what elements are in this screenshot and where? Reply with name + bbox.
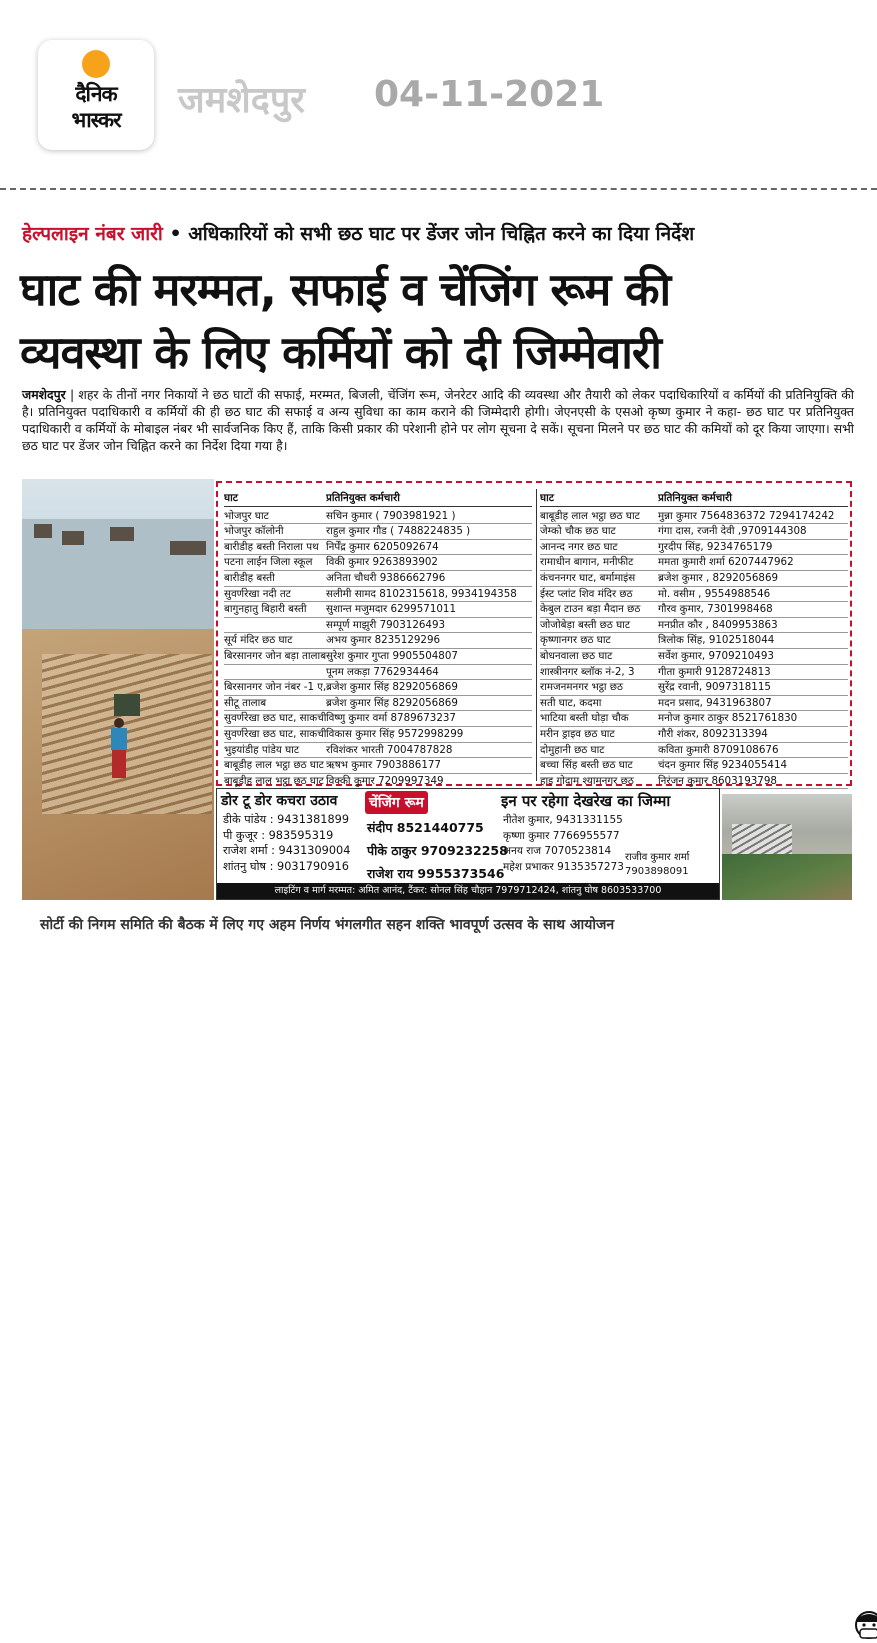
staff-cell: विकास कुमार सिंह 9572998299	[326, 727, 464, 740]
grass-bank	[722, 854, 852, 900]
staff-cell: गौरी शंकर, 8092313394	[658, 727, 768, 740]
staff-cell: कविता कुमारी 8709108676	[658, 743, 779, 756]
ghat-cell: सती घाट, कदमा	[540, 696, 602, 709]
table-row	[224, 509, 532, 525]
table-row	[224, 587, 532, 603]
ghat-cell: मरीन ड्राइव छठ घाट	[540, 727, 615, 740]
table-row	[224, 758, 532, 774]
sun-icon	[82, 50, 110, 78]
figure-head	[114, 718, 124, 728]
staff-cell: गंगा दास, रजनी देवी ,9709144308	[658, 525, 807, 538]
staff-cell: गौरव कुमार, 7301998468	[658, 603, 773, 616]
list-item: राजेश शर्मा : 9431309004	[223, 844, 351, 857]
kicker-label: हेल्पलाइन नंबर जारी	[22, 223, 163, 245]
staff-cell: गुरदीप सिंह, 9234765179	[658, 540, 773, 553]
ghat-cell: आनन्द नगर छठ घाट	[540, 540, 618, 553]
staff-cell: सचिन कुमार ( 7903981921 )	[326, 509, 456, 522]
ghat-cell: भोजपुर कॉलोनी	[224, 525, 284, 538]
staff-cell: मो. वसीम , 9554988546	[658, 587, 771, 600]
ghat-cell: शास्त्रीनगर ब्लॉक नं-2, 3	[540, 665, 635, 678]
info-boxes	[216, 788, 720, 900]
kicker	[22, 220, 694, 246]
duty-table-right	[540, 491, 848, 789]
basket-shape	[114, 694, 140, 716]
ghat-cell: रामाधीन बागान, मनीफीट	[540, 556, 634, 569]
ghat-photo	[22, 479, 214, 900]
staff-cell: मनोज कुमार ठाकुर 8521761830	[658, 712, 798, 725]
care-title: इन पर रहेगा देखरेख का जिम्मा	[501, 792, 671, 810]
table-header	[224, 491, 532, 507]
list-item: अनय राज 7070523814	[503, 845, 612, 857]
ghat-photo-small	[722, 794, 852, 900]
staff-cell: विकी कुमार 9263893902	[326, 556, 438, 569]
door-list	[217, 812, 359, 874]
newspaper-logo	[38, 40, 154, 150]
ghat-cell	[224, 665, 326, 680]
ghat-cell: बागुनहातु बिहारी बस्ती	[224, 603, 307, 616]
ghat-cell: भोजपुर घाट	[224, 509, 269, 522]
header-ghat: घाट	[224, 492, 238, 504]
table-row	[224, 649, 532, 665]
ghat-cell: जेम्को चौक छठ घाट	[540, 525, 616, 538]
ghat-cell: भाटिया बस्ती घोड़ा चौक	[540, 712, 629, 725]
dateline: जमशेदपुर	[22, 387, 66, 402]
column-divider	[536, 489, 537, 781]
ghat-cell: कृष्णानगर छठ घाट	[540, 634, 611, 647]
table-row	[540, 774, 848, 790]
ghat-cell: सुवर्णरेखा छठ घाट, साकची	[224, 712, 326, 725]
list-item: कृष्णा कुमार 7766955577	[503, 829, 620, 842]
care-extra-name: राजीव कुमार शर्मा	[625, 852, 690, 863]
duty-table-left	[224, 491, 532, 789]
ghat-cell: जोजोबेड़ा बस्ती छठ घाट	[540, 618, 631, 631]
header-ghat: घाट	[540, 492, 554, 504]
table-row	[540, 696, 848, 712]
staff-cell: विष्णु कुमार वर्मा 8789673237	[326, 712, 456, 725]
table-row	[224, 571, 532, 587]
staff-cell: चंदन कुमार सिंह 9234055414	[658, 759, 788, 772]
staff-cell: रविशंकर भारती 7004787828	[326, 743, 453, 756]
kicker-bullet: •	[169, 223, 189, 245]
staff-cell: ऋषभ कुमार 7903886177	[326, 759, 441, 772]
staff-cell: सर्वेश कुमार, 9709210493	[658, 649, 774, 662]
staff-cell: अनिता चौधरी 9386662796	[326, 571, 446, 584]
ghat-cell: सुवर्णरेखा छठ घाट, साकची	[224, 727, 326, 740]
door-to-door-box	[217, 789, 359, 885]
kicker-text: अधिकारियों को सभी छठ घाट पर डेंजर जोन चिह्नित करने का दिया निर्देश	[188, 223, 695, 245]
list-item: संदीप 8521440775	[367, 820, 484, 835]
list-item: डीके पांडेय : 9431381899	[223, 813, 350, 826]
staff-cell: ब्रजेश कुमार , 8292056869	[658, 571, 779, 584]
boat-shape	[170, 541, 206, 555]
staff-cell: सम्पूर्ण माझुरी 7903126493	[326, 618, 446, 631]
list-item: शांतनु घोष : 9031790916	[223, 859, 349, 873]
table-row	[540, 618, 848, 634]
table-row	[540, 555, 848, 571]
masthead	[0, 0, 877, 190]
figure-skirt	[112, 750, 126, 778]
staff-cell: अभय कुमार 8235129296	[326, 634, 441, 647]
ghat-cell: भुइयांडीह पांडेय घाट	[224, 743, 300, 756]
ghat-cell: पटना लाईन जिला स्कूल	[224, 556, 313, 569]
table-row	[224, 743, 532, 759]
staff-cell: विक्की कुमार 7209997349	[326, 774, 444, 787]
ghat-cell: बिरसानगर जोन बड़ा तालाब	[224, 649, 326, 662]
headline-line2: व्यवस्था के लिए कर्मियों को दी जिम्मेवारी	[20, 326, 661, 379]
table-row	[224, 774, 532, 790]
table-row	[540, 649, 848, 665]
ghat-cell: बाबूडीह लाल भट्ठा छठ घाट	[224, 759, 324, 772]
ghat-cell: दोमुहानी छठ घाट	[540, 743, 605, 756]
changing-room-box	[361, 789, 508, 885]
ghat-cell: बारीडीह बस्ती	[224, 571, 275, 584]
list-item: पी कुजूर : 983595319	[223, 828, 334, 842]
ghat-cell: बच्चा सिंह बस्ती छठ घाट	[540, 759, 633, 772]
footer-strip: लाइटिंग व मार्ग मरम्मत: अमित आनंद, टैंकर: सोनल सिंह चौहान 7979712424, शांतनु घोष 8603533700	[217, 883, 719, 899]
table-row	[540, 587, 848, 603]
supervision-box	[497, 789, 719, 885]
ghat-cell: बोधनवाला छठ घाट	[540, 649, 613, 662]
logo-line2: भास्कर	[71, 108, 121, 132]
table-row	[224, 727, 532, 743]
staff-cell: निर्पेंद्र कुमार 6205092674	[326, 540, 439, 553]
list-item: नीतेश कुमार, 9431331155	[503, 814, 623, 826]
table-row	[540, 743, 848, 759]
cutoff-text: सोर्टी की निगम समिति की बैठक में लिए गए अहम निर्णय भंगलगीत सहन शक्ति भावपूर्ण उत्सव के साथ आयोजन	[40, 917, 615, 933]
boat-shape	[34, 524, 52, 538]
door-title: डोर टू डोर कचरा उठाव	[221, 793, 338, 809]
list-item: राजेश राय 9955373546	[367, 866, 505, 881]
boat-shape	[62, 531, 84, 545]
care-extra	[625, 851, 689, 879]
mask-face-icon	[849, 1609, 877, 1643]
staff-cell: सुरेश कुमार गुप्ता 9905504807	[326, 649, 458, 662]
ghat-cell: हाइ गोदाम श्यामनगर छठ	[540, 774, 634, 787]
table-row	[540, 571, 848, 587]
table-row	[540, 540, 848, 556]
changing-list	[361, 816, 508, 885]
staff-cell: त्रिलोक सिंह, 9102518044	[658, 634, 775, 647]
table-row	[540, 680, 848, 696]
ghat-cell: ईस्ट प्लांट शिव मंदिर छठ	[540, 587, 633, 600]
table-row	[540, 711, 848, 727]
ghat-cell: बारीडीह बस्ती निराला पथ	[224, 540, 319, 553]
figure-shirt	[111, 728, 127, 750]
article-body: जमशेदपुर | शहर के तीनों नगर निकायों ने छठ घाटों की सफाई, मरम्मत, बिजली, चेंजिंग रूम, जेनरेटर आदि की व्यवस्था और तैयारी को लेकर पदाधिकारियों व कर्मियों की प्रतिनियुक्ति की है। प्रतिनियुक्त पदाधिकारी व कर्मियों की ही छठ घाट की सफाई व अन्य सुविधा का काम कराने की जिम्मेदारी होगी। जेएनएसी के एसओ कृष्ण कुमार ने कहा- छठ घाट पर प्रतिनियुक्त पदाधिकारी व कर्मियों के मोबाइल नंबर भी सार्वजनिक किए हैं, ताकि किसी प्रकार की परेशानी होने पर लोग सूचना दे सकें। सूचना मिलने पर छठ घाट की कमियों को दूर किया जाएगा। सभी छठ घाट पर डेंजर जोन चिह्नित करने का निर्देश दिया गया है।	[22, 387, 854, 453]
ghat-cell: सूर्य मंदिर छठ घाट	[224, 634, 293, 647]
table-row	[224, 633, 532, 649]
boat-shape	[110, 527, 134, 541]
edition-date: 04-11-2021	[374, 74, 605, 115]
table-row	[224, 665, 532, 681]
staff-cell: राहुल कुमार गौड ( 7488224835 )	[326, 525, 471, 538]
ghat-cell: कंचननगर घाट, बर्मामाइंस	[540, 571, 636, 584]
table-row	[224, 540, 532, 556]
table-row	[224, 696, 532, 712]
headline-line1: घाट की मरम्मत, सफाई व चेंजिंग रूम की	[20, 263, 671, 316]
ghat-steps	[732, 824, 792, 854]
staff-cell: मुन्ना कुमार 7564836372 7294174242	[658, 509, 835, 522]
staff-cell: ममता कुमारी शर्मा 6207447962	[658, 556, 794, 569]
table-row	[540, 602, 848, 618]
staff-cell: मदन प्रसाद, 9431963807	[658, 696, 772, 709]
table-row	[540, 633, 848, 649]
staff-cell: गीता कुमारी 9128724813	[658, 665, 771, 678]
table-row	[224, 555, 532, 571]
table-row	[540, 665, 848, 681]
table-row	[224, 524, 532, 540]
ghat-cell: सीटू तालाब	[224, 696, 267, 709]
table-row	[224, 711, 532, 727]
ghat-cell: बाबूडीह लाल भट्ठा छठ घाट	[540, 509, 640, 522]
table-row	[540, 727, 848, 743]
staff-cell: सुरेंद्र रवानी, 9097318115	[658, 681, 771, 694]
logo-line1: दैनिक	[75, 82, 117, 106]
edition-city: जमशेदपुर	[178, 80, 306, 121]
headline	[20, 258, 860, 384]
table-row	[540, 524, 848, 540]
staff-cell: ब्रजेश कुमार सिंह 8292056869	[326, 696, 458, 709]
table-row	[540, 509, 848, 525]
staff-cell: सुशान्त मजुमदार 6299571011	[326, 603, 457, 616]
care-extra-phone: 7903898091	[625, 866, 689, 877]
table-header	[540, 491, 848, 507]
staff-cell: पूनम लकड़ा 7762934464	[326, 665, 439, 678]
table-row	[224, 680, 532, 696]
ghat-cell: बाबूडीह लाल भट्ठा छठ घाट	[224, 774, 324, 787]
ghat-cell: केबुल टाउन बड़ा मैदान छठ	[540, 603, 641, 616]
divider	[0, 188, 877, 190]
header-staff: प्रतिनियुक्त कर्मचारी	[326, 492, 400, 504]
list-item: पीके ठाकुर 9709232258	[367, 843, 508, 858]
ghat-cell: सुवर्णरेखा नदी तट	[224, 587, 291, 600]
changing-title: चेंजिंग रूम	[365, 791, 428, 814]
staff-cell: मनप्रीत कौर , 8409953863	[658, 618, 778, 631]
worker-figure	[108, 714, 130, 784]
ghat-cell: रामजनमनगर भट्ठा छठ	[540, 681, 623, 694]
table-row	[540, 758, 848, 774]
table-row	[224, 618, 532, 634]
header-staff: प्रतिनियुक्त कर्मचारी	[658, 492, 732, 504]
body-text: शहर के तीनों नगर निकायों ने छठ घाटों की सफाई, मरम्मत, बिजली, चेंजिंग रूम, जेनरेटर आदि की व्यवस्था और तैयारी को लेकर पदाधिकारियों व कर्मियों की प्रतिनियुक्ति की है। प्रतिनियुक्त पदाधिकारी व कर्मियों की ही छठ घाट की सफाई व अन्य सुविधा का काम कराने की जिम्मेदारी होगी। जेएनएसी के एसओ कृष्ण कुमार ने कहा- छठ घाट पर प्रतिनियुक्त पदाधिकारी व कर्मियों के मोबाइल नंबर भी सार्वजनिक किए हैं, ताकि किसी प्रकार की परेशानी होने पर लोग सूचना दे सकें। सूचना मिलने पर छठ घाट की कमियों को दूर किया जाएगा। सभी छठ घाट पर डेंजर जोन चिह्नित करने का निर्देश दिया गया है।	[22, 387, 854, 453]
staff-cell: ब्रजेश कुमार सिंह 8292056869	[326, 681, 458, 694]
ghat-cell	[224, 618, 326, 633]
ghat-cell: बिरसानगर जोन नंबर -1 ए,	[224, 681, 326, 694]
list-item: महेश प्रभाकर 9135357273	[503, 860, 624, 873]
staff-cell: सलीमी सामद 8102315618, 9934194358	[326, 587, 517, 600]
duty-table	[216, 481, 852, 786]
table-row	[224, 602, 532, 618]
staff-cell: निरंजन कुमार 8603193798	[658, 774, 777, 787]
